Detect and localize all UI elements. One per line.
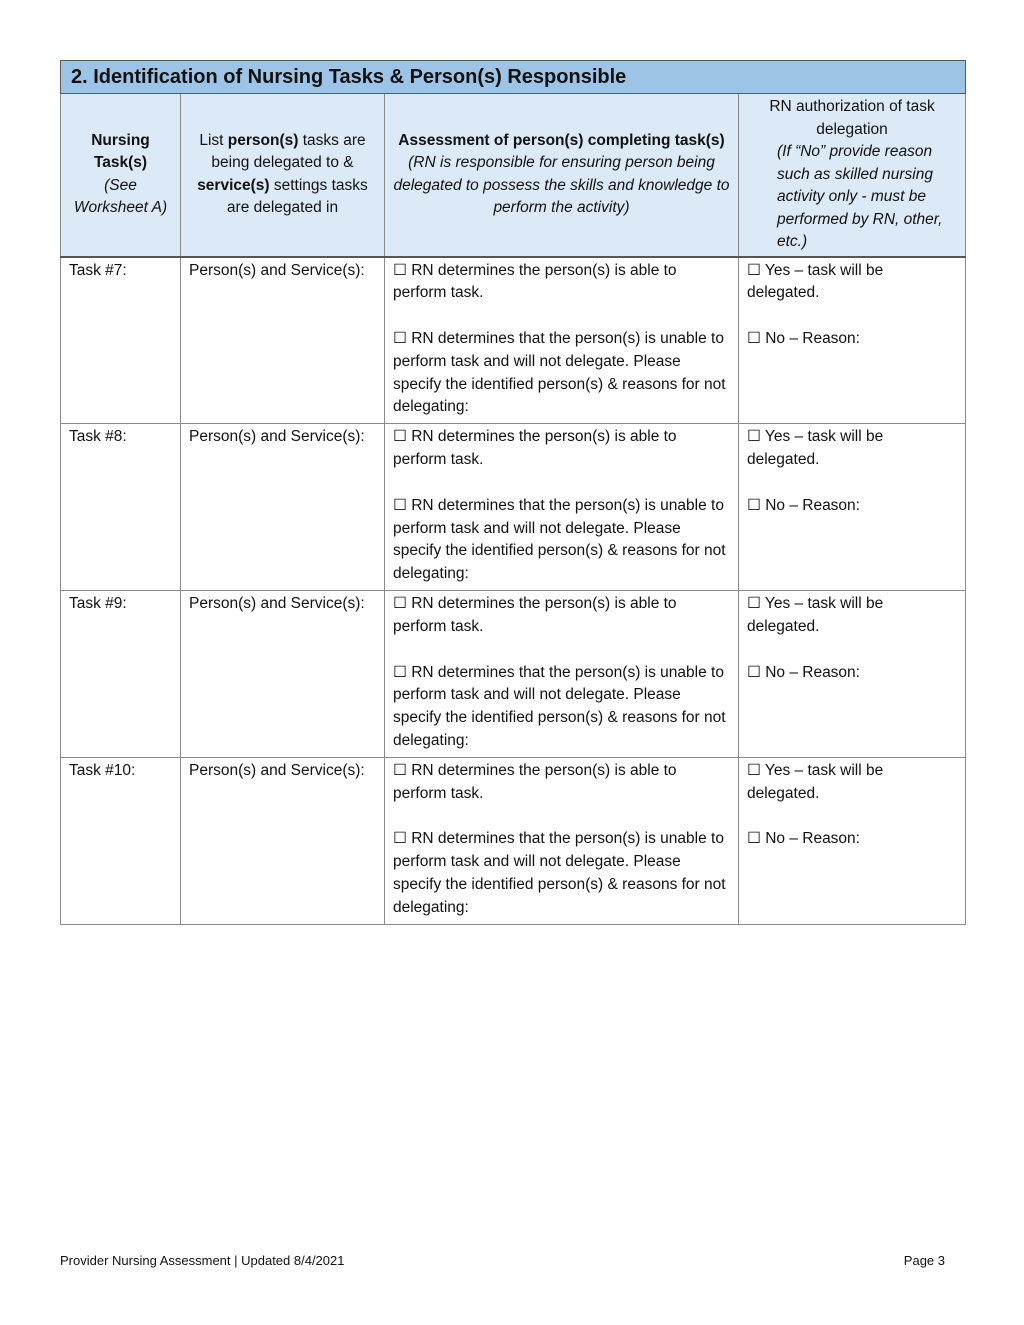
header-rn-authorization-label: RN authorization of task delegation: [769, 98, 935, 138]
page-footer: [60, 1253, 945, 1268]
unable-checkbox[interactable]: ☐ RN determines that the person(s) is unable to perform task and will not delegate. Please specify the identified person(s) & reasons for not delegating:: [393, 330, 726, 416]
persons-services-field[interactable]: Person(s) and Service(s):: [189, 261, 365, 279]
header-persons-text-a: List: [199, 131, 228, 149]
header-persons-text-c: settings tasks are delegated in: [226, 176, 368, 217]
footer-document-info: Provider Nursing Assessment | Updated 8/4/2021: [60, 1253, 345, 1268]
header-nursing-tasks: [61, 94, 181, 257]
persons-services-field[interactable]: Person(s) and Service(s):: [189, 761, 365, 779]
table-row: [61, 424, 966, 591]
header-nursing-tasks-note: (See Worksheet A): [73, 176, 168, 217]
able-checkbox[interactable]: ☐ RN determines the person(s) is able to perform task.: [393, 761, 677, 802]
unable-checkbox[interactable]: ☐ RN determines that the person(s) is unable to perform task and will not delegate. Please specify the identified person(s) & reasons for not delegating:: [393, 830, 726, 916]
table-row: [61, 591, 966, 758]
persons-services-field[interactable]: Person(s) and Service(s):: [189, 428, 365, 446]
header-assessment: [385, 94, 739, 257]
header-persons: [181, 94, 385, 257]
table-row: [61, 757, 966, 924]
yes-checkbox[interactable]: ☐ Yes – task will be delegated.: [747, 261, 884, 302]
page-number: Page 3: [903, 1253, 945, 1268]
yes-checkbox[interactable]: ☐ Yes – task will be delegated.: [747, 761, 884, 802]
header-rn-authorization-note: (If “No” provide reason such as skilled nursing activity only - must be performed by RN, other, etc.): [777, 143, 943, 250]
unable-checkbox[interactable]: ☐ RN determines that the person(s) is unable to perform task and will not delegate. Please specify the identified person(s) & reasons for not delegating:: [393, 496, 726, 583]
task-label: Task #9:: [69, 595, 127, 613]
header-nursing-tasks-label: Nursing Task(s): [91, 131, 150, 172]
header-persons-text-b: tasks are being delegated to &: [211, 131, 366, 172]
able-checkbox[interactable]: ☐ RN determines the person(s) is able to perform task.: [393, 428, 677, 469]
able-checkbox[interactable]: ☐ RN determines the person(s) is able to perform task.: [393, 261, 677, 302]
table-row: [61, 257, 966, 424]
no-checkbox[interactable]: ☐ No – Reason:: [747, 330, 860, 348]
section-title: 2. Identification of Nursing Tasks & Person(s) Responsible: [61, 61, 966, 94]
yes-checkbox[interactable]: ☐ Yes – task will be delegated.: [747, 595, 884, 635]
nursing-tasks-table: [60, 60, 966, 925]
unable-checkbox[interactable]: ☐ RN determines that the person(s) is unable to perform task and will not delegate. Please specify the identified person(s) & reasons for not delegating:: [393, 663, 726, 750]
task-label: Task #8:: [69, 428, 127, 446]
task-label: Task #7:: [69, 261, 127, 279]
header-rn-authorization: [739, 94, 966, 257]
no-checkbox[interactable]: ☐ No – Reason:: [747, 496, 860, 514]
no-checkbox[interactable]: ☐ No – Reason:: [747, 663, 860, 681]
header-assessment-label: Assessment of person(s) completing task(s): [398, 131, 725, 149]
persons-services-field[interactable]: Person(s) and Service(s):: [189, 595, 365, 613]
task-label: Task #10:: [69, 761, 136, 779]
header-persons-bold-a: person(s): [227, 131, 299, 149]
no-checkbox[interactable]: ☐ No – Reason:: [747, 830, 860, 848]
able-checkbox[interactable]: ☐ RN determines the person(s) is able to perform task.: [393, 595, 677, 635]
header-persons-bold-b: service(s): [197, 176, 270, 194]
yes-checkbox[interactable]: ☐ Yes – task will be delegated.: [747, 428, 884, 469]
header-assessment-note: (RN is responsible for ensuring person being delegated to possess the skills and knowledge to perform the activity): [393, 154, 730, 217]
